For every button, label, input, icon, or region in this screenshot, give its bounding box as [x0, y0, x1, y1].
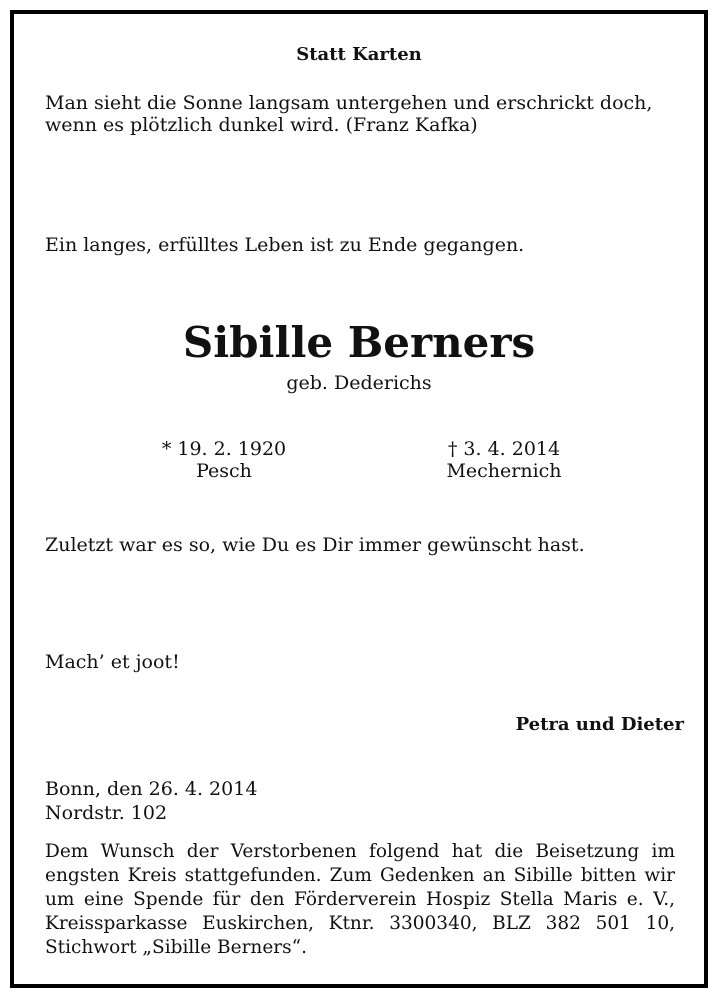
birth-block: [154, 438, 294, 482]
quote-line-1: Man sieht die Sonne langsam untergehen und erschrickt doch,: [45, 92, 653, 114]
birth-date: * 19. 2. 1920: [161, 438, 287, 460]
kolsch-line: Mach’ et joot!: [45, 651, 180, 673]
death-place: Mechernich: [446, 460, 562, 482]
address: Nordstr. 102: [45, 802, 168, 824]
notice-line: Stichwort „Sibille Berners“.: [45, 937, 307, 958]
location-date: Bonn, den 26. 4. 2014: [45, 778, 258, 800]
notice-line: um eine Spende für den Förderverein Hospiz Stella Maris e. V.,: [45, 889, 675, 910]
quote-line-2: wenn es plötzlich dunkel wird. (Franz Kafka): [45, 114, 478, 136]
intro-line: Ein langes, erfülltes Leben ist zu Ende gegangen.: [45, 234, 525, 256]
notice-line: Kreissparkasse Euskirchen, Ktnr. 3300340, BLZ 382 501 10,: [45, 913, 675, 934]
signers: Petra und Dieter: [515, 714, 684, 735]
death-block: [429, 438, 579, 482]
birth-place: Pesch: [196, 460, 252, 482]
kafka-quote: [45, 92, 685, 136]
death-date: † 3. 4. 2014: [447, 438, 561, 460]
funeral-notice: [45, 840, 675, 960]
notice-line: engsten Kreis stattgefunden. Zum Gedenken an Sibille bitten wir: [45, 865, 675, 886]
notice-line: Dem Wunsch der Verstorbenen folgend hat die Beisetzung im: [45, 841, 675, 862]
birth-name: geb. Dederichs: [286, 372, 432, 394]
deceased-name: Sibille Berners: [182, 318, 536, 367]
wish-line: Zuletzt war es so, wie Du es Dir immer gewünscht hast.: [45, 534, 585, 556]
obituary-frame: [10, 10, 708, 988]
statt-karten-heading: Statt Karten: [296, 44, 422, 65]
